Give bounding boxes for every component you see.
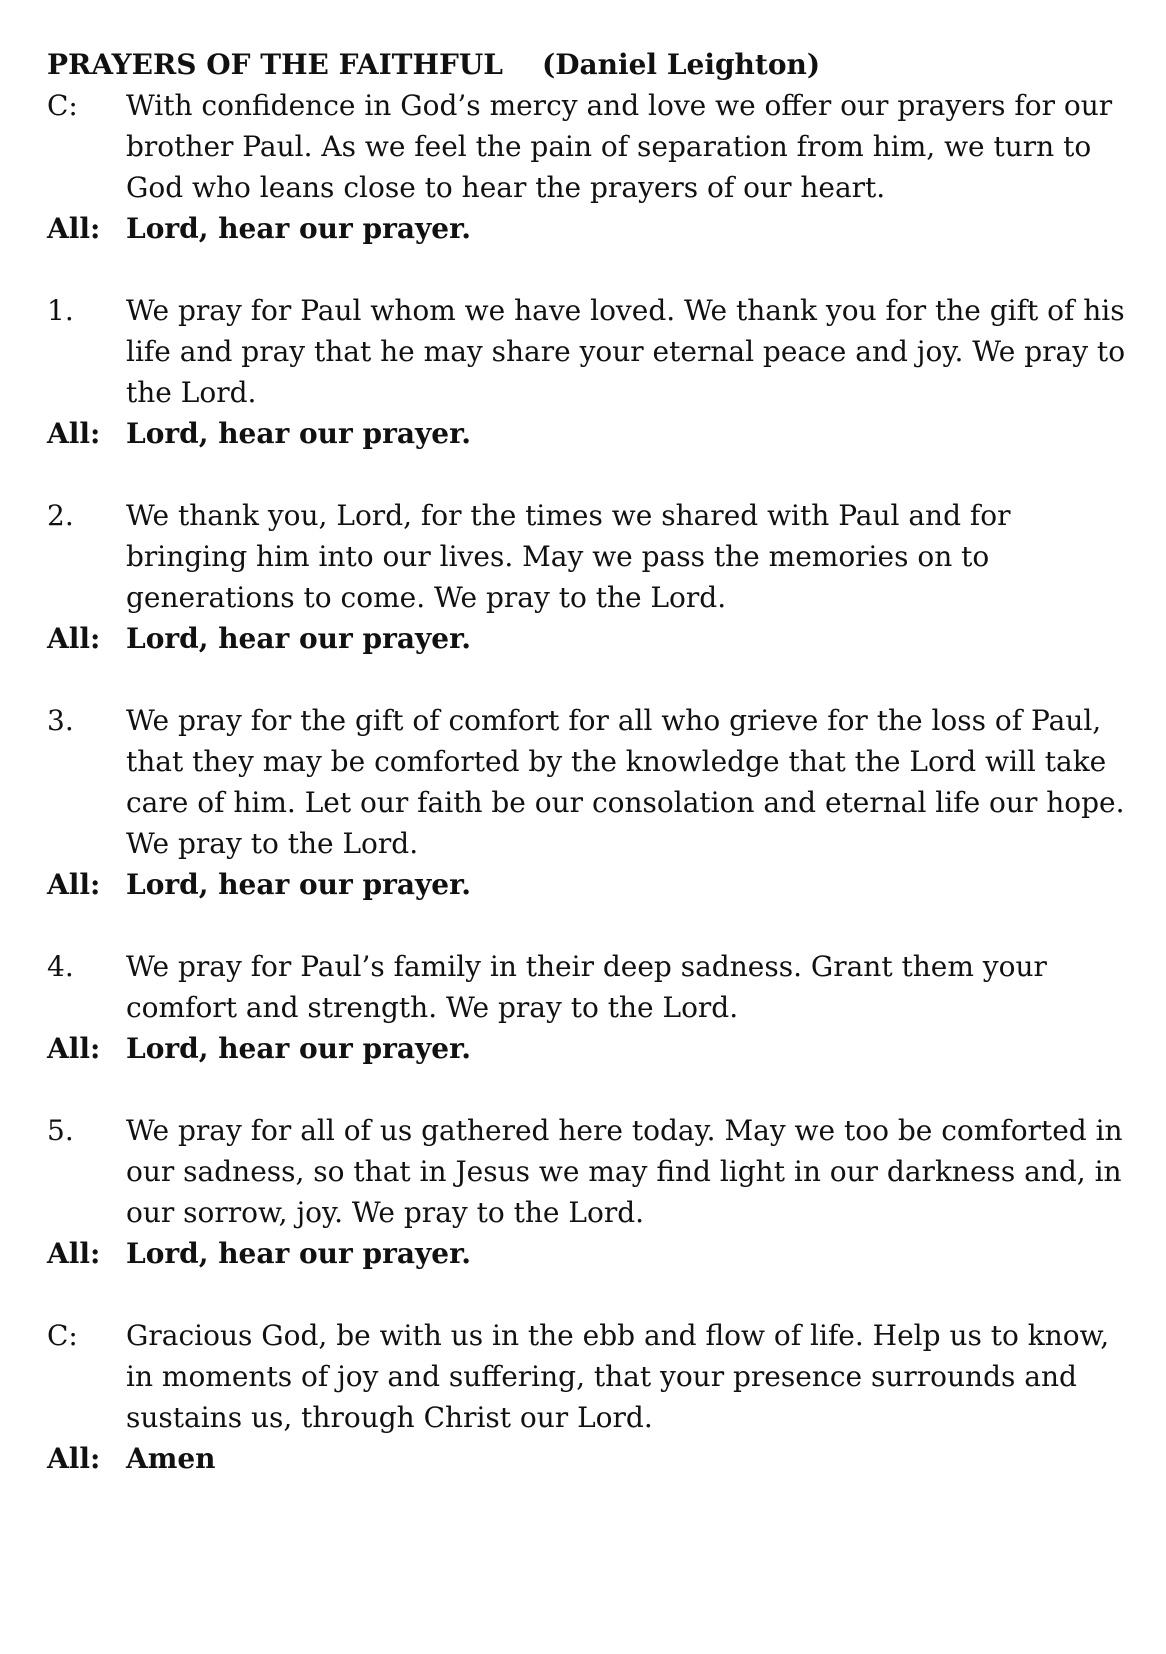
prayer-number: 5. [47, 1114, 74, 1147]
prayer-line [47, 946, 1127, 1028]
response-line [47, 1438, 1127, 1479]
prayer-number: 2. [47, 499, 74, 532]
response-line [47, 208, 1127, 249]
response-label: All: [47, 1442, 101, 1475]
prayer-1 [47, 290, 1127, 454]
prayer-closing [47, 1315, 1127, 1479]
response-line [47, 1233, 1127, 1274]
prayer-number: 4. [47, 950, 74, 983]
prayer-text: With confidence in God’s mercy and love we offer our prayers for our brother Paul. As we feel the pain of separation from him, we turn to God who leans close to hear the prayers of our heart. [126, 89, 1113, 204]
response-text: Lord, hear our prayer. [126, 1237, 472, 1270]
response-text: Lord, hear our prayer. [126, 622, 472, 655]
response-label: All: [47, 622, 101, 655]
prayer-intro [47, 85, 1127, 249]
prayer-text: We pray for all of us gathered here today. May we too be comforted in our sadness, so that in Jesus we may find light in our darkness and, in our sorrow, joy. We pray to the Lord. [126, 1114, 1123, 1229]
prayer-2 [47, 495, 1127, 659]
spacer [47, 1274, 1127, 1315]
prayer-number: 3. [47, 704, 74, 737]
response-label: All: [47, 417, 101, 450]
response-label: All: [47, 212, 101, 245]
spacer [47, 454, 1127, 495]
response-text: Lord, hear our prayer. [126, 1032, 472, 1065]
prayer-line [47, 1110, 1127, 1233]
response-label: All: [47, 868, 101, 901]
spacer [47, 249, 1127, 290]
response-line [47, 618, 1127, 659]
prayer-text: Gracious God, be with us in the ebb and flow of life. Help us to know, in moments of joy and suffering, that your presence surrounds and sustains us, through Christ our Lord. [126, 1319, 1110, 1434]
response-line [47, 864, 1127, 905]
response-line [47, 1028, 1127, 1069]
spacer [47, 1069, 1127, 1110]
prayer-line [47, 495, 1127, 618]
prayer-line [47, 85, 1127, 208]
spacer [47, 659, 1127, 700]
prayer-number: 1. [47, 294, 74, 327]
response-label: All: [47, 1032, 101, 1065]
response-label: All: [47, 1237, 101, 1270]
page-title: PRAYERS OF THE FAITHFUL (Daniel Leighton) [47, 48, 821, 81]
response-line [47, 413, 1127, 454]
prayer-4 [47, 946, 1127, 1069]
speaker-label: C: [47, 1319, 78, 1352]
prayer-line [47, 290, 1127, 413]
prayer-text: We pray for the gift of comfort for all who grieve for the loss of Paul, that they may be comforted by the knowledge that the Lord will take care of him. Let our faith be our consolation and eternal life our hope. We pray to the Lord. [126, 704, 1125, 860]
prayer-3 [47, 700, 1127, 905]
prayer-5 [47, 1110, 1127, 1274]
prayer-text: We pray for Paul whom we have loved. We thank you for the gift of his life and pray that he may share your eternal peace and joy. We pray to the Lord. [126, 294, 1126, 409]
document-page [47, 44, 1127, 1479]
prayer-text: We pray for Paul’s family in their deep sadness. Grant them your comfort and strength. We pray to the Lord. [126, 950, 1047, 1024]
spacer [47, 905, 1127, 946]
response-text: Lord, hear our prayer. [126, 868, 472, 901]
response-text: Amen [126, 1442, 216, 1475]
speaker-label: C: [47, 89, 78, 122]
prayer-line [47, 700, 1127, 864]
response-text: Lord, hear our prayer. [126, 417, 472, 450]
prayer-text: We thank you, Lord, for the times we shared with Paul and for bringing him into our lives. May we pass the memories on to generations to come. We pray to the Lord. [126, 499, 1011, 614]
response-text: Lord, hear our prayer. [126, 212, 472, 245]
prayer-line [47, 1315, 1127, 1438]
